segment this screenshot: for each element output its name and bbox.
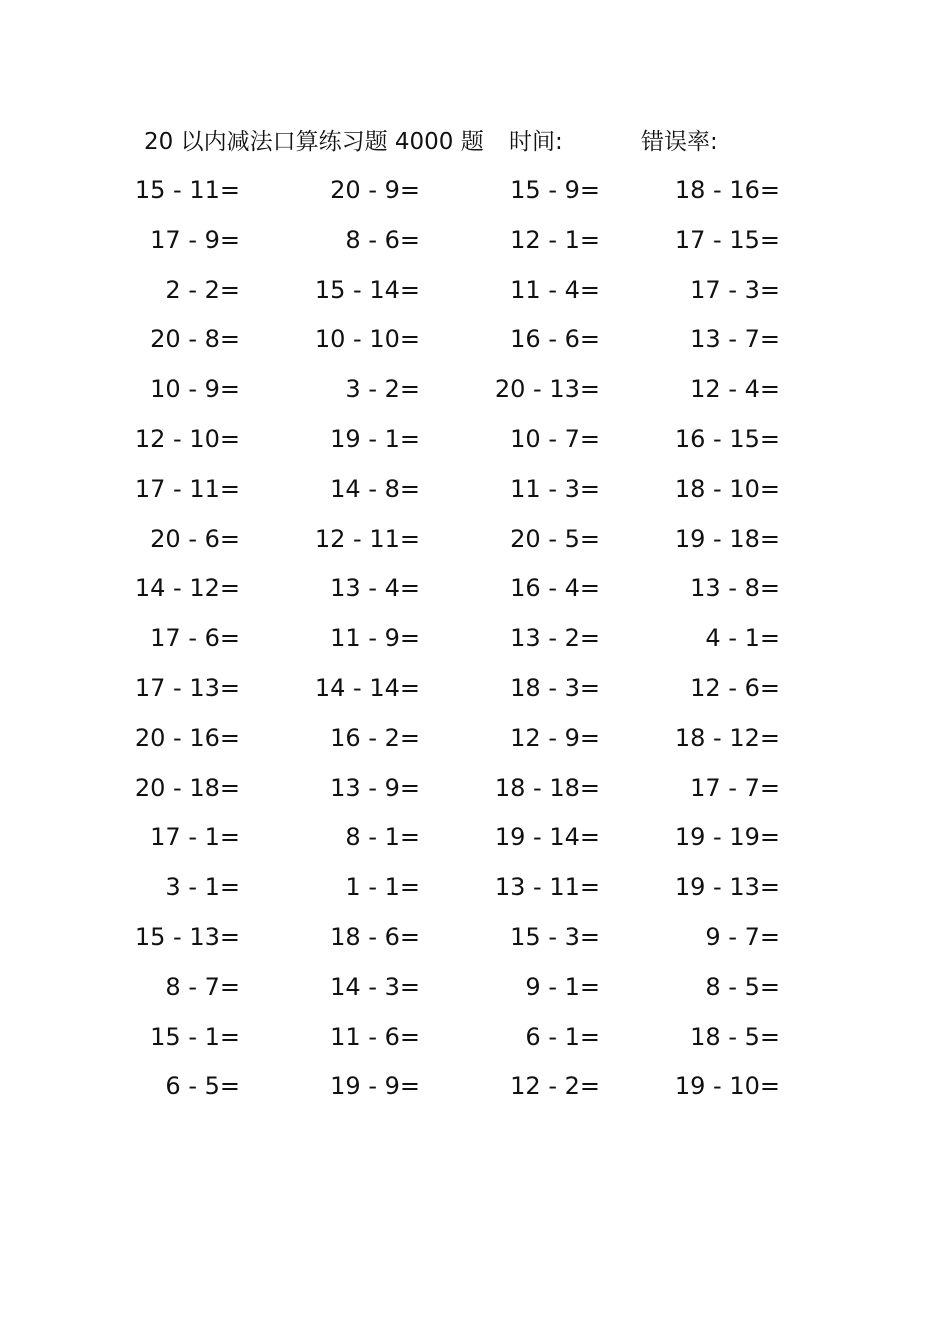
problem-item: 19 - 9= [330, 1072, 420, 1101]
problem-item: 19 - 19= [674, 823, 780, 852]
problem-item: 20 - 9= [330, 176, 420, 204]
problem-item: 1 - 1= [345, 873, 420, 902]
problem-item: 13 - 2= [510, 624, 600, 653]
problem-item: 18 - 16= [674, 176, 780, 204]
problem-item: 6 - 5= [165, 1072, 240, 1101]
problem-item: 3 - 2= [345, 375, 420, 404]
problem-item: 8 - 7= [165, 972, 240, 1001]
problem-item: 17 - 7= [690, 773, 780, 802]
problem-item: 14 - 14= [314, 674, 420, 702]
problem-item: 17 - 11= [134, 474, 240, 503]
problem-item: 12 - 4= [690, 375, 780, 404]
problem-item: 14 - 8= [330, 474, 420, 503]
problem-item: 18 - 18= [494, 773, 600, 802]
problem-item: 20 - 13= [494, 375, 600, 404]
problem-item: 17 - 9= [150, 225, 240, 254]
problem-item: 16 - 4= [510, 574, 600, 603]
problem-item: 18 - 10= [674, 474, 780, 503]
problem-item: 18 - 5= [690, 1022, 780, 1051]
problem-item: 6 - 1= [525, 1022, 600, 1051]
problem-item: 12 - 9= [510, 723, 600, 752]
problem-item: 18 - 12= [674, 723, 780, 752]
problem-item: 11 - 9= [330, 624, 420, 653]
problem-item: 15 - 3= [510, 923, 600, 951]
problem-item: 11 - 4= [510, 275, 600, 304]
problem-item: 19 - 18= [674, 524, 780, 553]
problem-item: 12 - 6= [690, 674, 780, 702]
problem-item: 20 - 16= [134, 723, 240, 752]
problem-item: 16 - 6= [510, 325, 600, 354]
problem-item: 9 - 1= [525, 972, 600, 1001]
problem-item: 14 - 12= [134, 574, 240, 603]
time-label: 时间: [509, 129, 563, 155]
problem-item: 13 - 7= [690, 325, 780, 354]
problem-item: 17 - 13= [134, 674, 240, 702]
problem-item: 19 - 13= [674, 873, 780, 902]
problem-item: 13 - 11= [494, 873, 600, 902]
problem-item: 11 - 3= [510, 474, 600, 503]
problem-item: 14 - 3= [330, 972, 420, 1001]
problem-item: 13 - 9= [330, 773, 420, 802]
problem-item: 3 - 1= [165, 873, 240, 902]
problem-item: 9 - 7= [705, 923, 780, 951]
problem-item: 20 - 6= [150, 524, 240, 553]
problem-item: 20 - 8= [150, 325, 240, 354]
problem-item: 15 - 14= [314, 275, 420, 304]
problem-item: 4 - 1= [705, 624, 780, 653]
problem-item: 18 - 3= [510, 674, 600, 702]
problem-item: 17 - 15= [674, 225, 780, 254]
problem-item: 15 - 13= [134, 923, 240, 951]
problem-item: 8 - 6= [345, 225, 420, 254]
problem-item: 17 - 6= [150, 624, 240, 653]
problem-item: 15 - 9= [510, 176, 600, 204]
error-rate-label: 错误率: [641, 129, 718, 155]
problem-item: 12 - 10= [134, 425, 240, 453]
problem-item: 13 - 4= [330, 574, 420, 603]
problem-item: 19 - 1= [330, 425, 420, 453]
problem-item: 10 - 7= [510, 425, 600, 453]
worksheet-title: 20 以内减法口算练习题 4000 题 [144, 129, 484, 155]
problem-item: 16 - 15= [674, 425, 780, 453]
problem-item: 12 - 2= [510, 1072, 600, 1101]
problem-item: 13 - 8= [690, 574, 780, 603]
problem-item: 8 - 5= [705, 972, 780, 1001]
problem-item: 17 - 1= [150, 823, 240, 852]
problem-item: 16 - 2= [330, 723, 420, 752]
problem-item: 15 - 11= [134, 176, 240, 204]
problem-item: 10 - 9= [150, 375, 240, 404]
problem-item: 18 - 6= [330, 923, 420, 951]
problem-item: 20 - 5= [510, 524, 600, 553]
problem-item: 17 - 3= [690, 275, 780, 304]
problem-item: 12 - 1= [510, 225, 600, 254]
problem-item: 8 - 1= [345, 823, 420, 852]
problem-item: 2 - 2= [165, 275, 240, 304]
problem-item: 10 - 10= [314, 325, 420, 354]
problem-item: 20 - 18= [134, 773, 240, 802]
problem-item: 12 - 11= [314, 524, 420, 553]
problem-item: 15 - 1= [150, 1022, 240, 1051]
problem-item: 11 - 6= [330, 1022, 420, 1051]
problem-item: 19 - 14= [494, 823, 600, 852]
problem-item: 19 - 10= [674, 1072, 780, 1101]
